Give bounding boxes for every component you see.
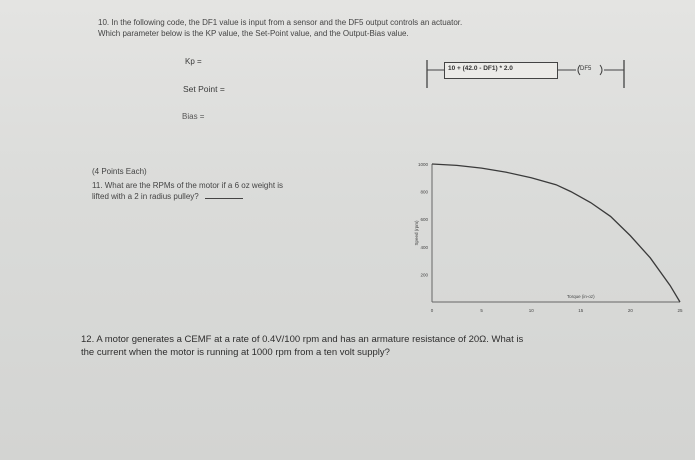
question-11-line-1: 11. What are the RPMs of the motor if a 6 oz weight is (92, 181, 284, 190)
x-tick-label: 10 (528, 308, 534, 313)
y-tick-label: 400 (420, 244, 428, 250)
y-tick-label: 600 (420, 217, 428, 223)
y-tick-label: 200 (420, 272, 428, 278)
x-tick-label: 0 (430, 308, 434, 313)
x-tick-label: 5 (480, 308, 483, 313)
question-12-line-1: 12. A motor generates a CEMF at a rate of 0.4V/100 rpm and has an armature resistance of 20Ω. What is (81, 334, 524, 345)
ladder-rung (424, 58, 634, 98)
question-10-line-1: 10. In the following code, the DF1 value is input from a sensor and the DF5 output controls an actuator. (98, 18, 463, 27)
answer-blank (205, 198, 243, 199)
y-tick-label: 800 (420, 189, 428, 195)
y-tick-label: 1000 (417, 162, 428, 167)
x-axis-label: Torque (in-oz) (566, 294, 595, 299)
coil-right-arc (600, 65, 602, 75)
y-axis-label: Speed (rpm) (414, 220, 419, 246)
speed-torque-chart (412, 160, 687, 315)
x-tick-label: 20 (627, 308, 633, 313)
x-tick-label: 25 (677, 308, 683, 313)
setpoint-label: Set Point = (183, 84, 225, 94)
kp-label: Kp = (185, 57, 202, 66)
bias-label: Bias = (182, 112, 205, 121)
question-10-line-2: Which parameter below is the KP value, the Set-Point value, and the Output-Bias value. (98, 29, 409, 38)
question-11-line-2 (92, 191, 283, 202)
chart-svg (412, 160, 687, 315)
question-12 (81, 333, 523, 359)
question-10 (98, 17, 462, 39)
points-heading: (4 Points Each) (92, 167, 147, 176)
speed-torque-curve (432, 164, 680, 302)
math-expression: 10 + (42.0 - DF1) * 2.0 (448, 65, 513, 72)
x-tick-label: 15 (578, 308, 584, 313)
question-11-line-2-text: lifted with a 2 in radius pulley? (92, 192, 199, 201)
output-coil-label: DF5 (580, 66, 592, 72)
question-11 (92, 180, 283, 202)
question-12-line-2: the current when the motor is running at 1000 rpm from a ten volt supply? (81, 347, 390, 358)
